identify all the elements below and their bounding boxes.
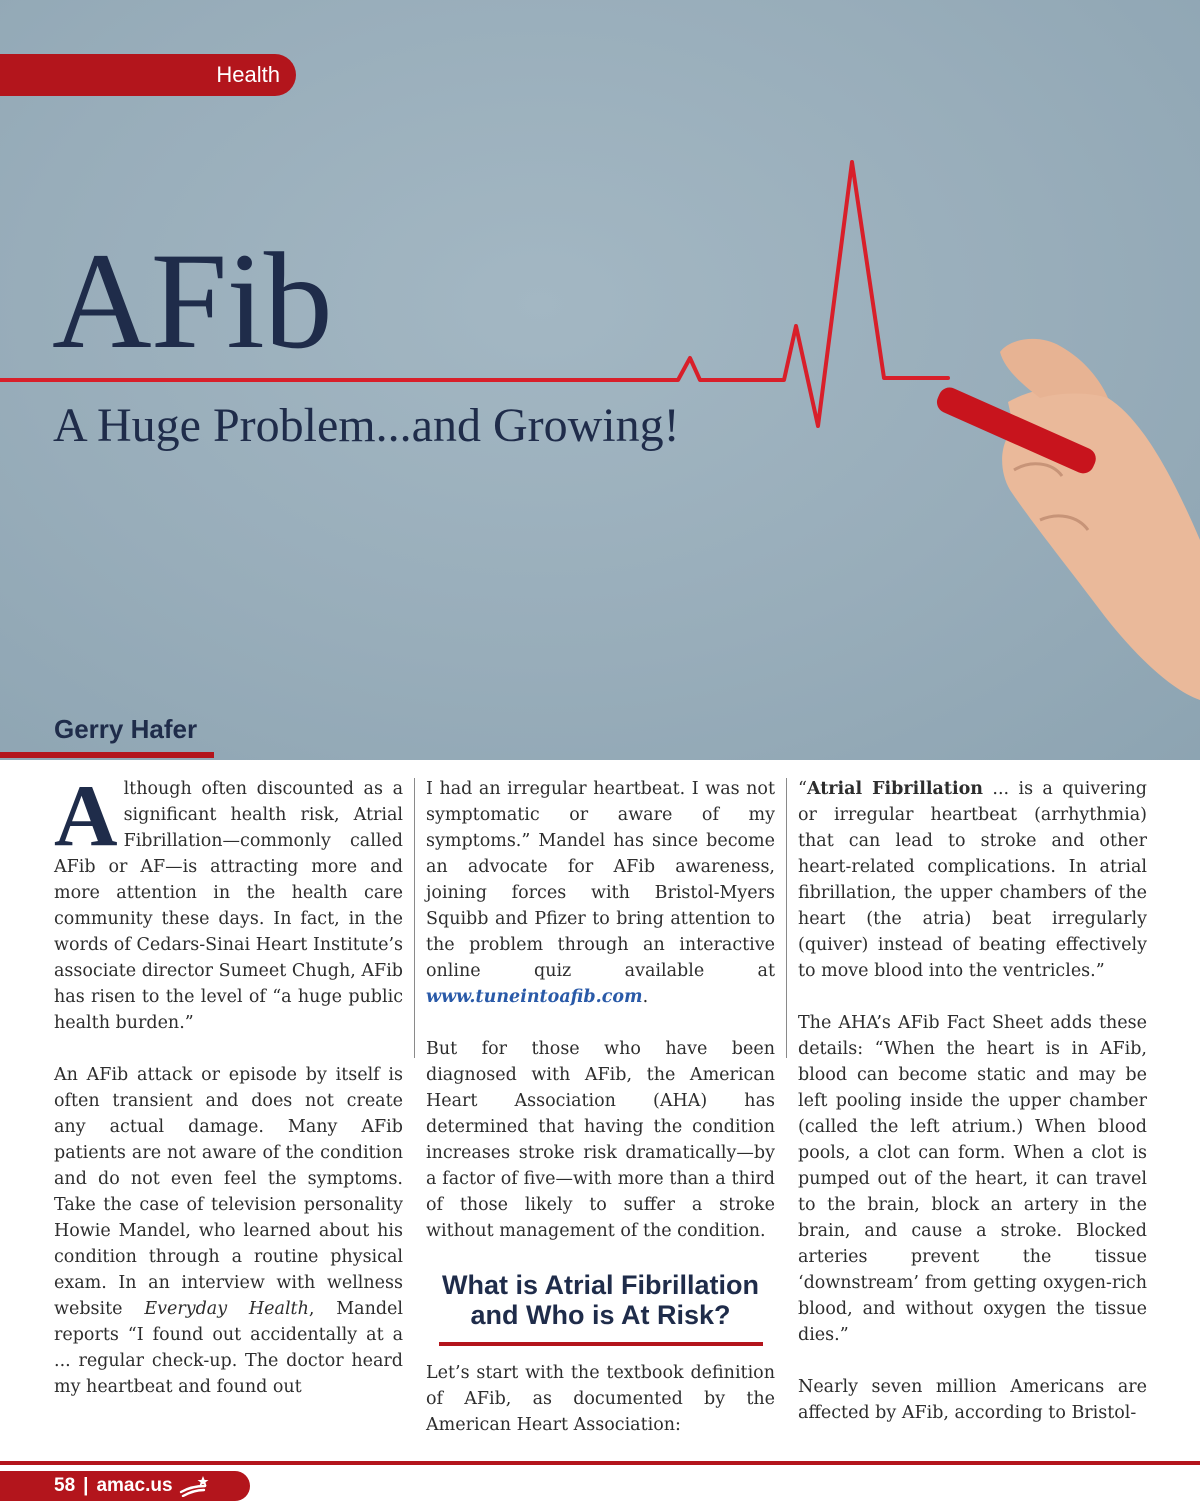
paragraph: The AHA’s AFib Fact Sheet adds these details: “When the heart is in AFib, blood can become static and may be left pooling inside the upper chamber (called the left atrium.) When blood pools, a clot can form. When a clot is pumped out of the heart, it can travel to the brain, block an artery in the brain, and cause a stroke. Blocked arteries prevent the tissue ‘downstream’ from getting oxygen-rich blood, and without oxygen the tissue dies.” [798,1013,1147,1345]
footer-rule [0,1461,1200,1465]
author-byline: Gerry Hafer [54,714,198,744]
footer-tab [0,1471,250,1501]
paragraph: But for those who have been diagnosed with AFib, the American Heart Association (AHA) has determined that having the condition increases stroke risk dramatically—by a factor of five—with more than a third of those likely to suffer a stroke without management of the condition. [426,1039,775,1241]
amac-swoosh-star-icon [179,1475,209,1497]
publication-name: Everyday Health [144,1299,309,1319]
section-heading: What is Atrial Fibrillation and Who is At Risk? [441,1270,759,1330]
paragraph: Let’s start with the textbook definition of AFib, as documented by the American Heart Association: [426,1363,775,1435]
drop-cap: A [54,768,118,865]
section-label: Health [216,62,280,87]
article-subtitle: A Huge Problem...and Growing! [53,399,680,452]
article-title: AFib [52,224,332,377]
quiz-link[interactable]: www.tuneintoafib.com [426,987,643,1007]
article-column-1 [54,768,403,1426]
hand-with-crayon [933,339,1200,700]
paragraph: Nearly seven million Americans are affected by AFib, according to Bristol- [798,1377,1147,1423]
column-divider [786,778,787,1058]
page-number: 58 [54,1475,76,1496]
site-link[interactable]: amac.us [96,1475,173,1496]
column-divider [414,778,415,1058]
paragraph: Although often discounted as a significant health risk, Atrial Fibrillation—commonly called AFib or AF—is attracting more and more attention in the health care community these days. In fact, in the words of Cedars-Sinai Heart Institute’s associate director Sumeet Chugh, AFib has risen to the level of “a huge public health burden.” [54,768,403,1033]
paragraph: I had an irregular heartbeat. I was not symptomatic or aware of my symptoms.” Mandel has since become an advocate for AFib awareness, joining forces with Bristol-Myers Squibb and Pfizer to bring attention to the problem through an interactive online quiz available at www.tuneintoafib.com. [426,779,775,1007]
paragraph: An AFib attack or episode by itself is often transient and does not create any actual damage. Many AFib patients are not aware of the condition and do not even feel the symptoms. Take the case of television personality Howie Mandel, who learned about his condition through a routine physical exam. In an interview with wellness website Everyday Health, Mandel reports “I found out accidentally at a ... regular check-up. The doctor heard my heartbeat and found out [54,1065,403,1397]
article-column-3 [798,776,1147,1452]
article-column-2 [426,776,775,1464]
term-bold: Atrial Fibrillation [806,779,984,799]
heading-rule [439,1342,763,1346]
paragraph: “Atrial Fibrillation ... is a quivering or irregular heartbeat (arrhythmia) that can lead to stroke and other heart-related complications. In atrial fibrillation, the upper chambers of the heart (the atria) beat irregularly (quiver) instead of beating effectively to move blood into the ventricles.” [798,779,1147,981]
footer-separator: | [83,1475,89,1496]
section-tab [0,54,296,96]
byline-rule [0,752,214,758]
